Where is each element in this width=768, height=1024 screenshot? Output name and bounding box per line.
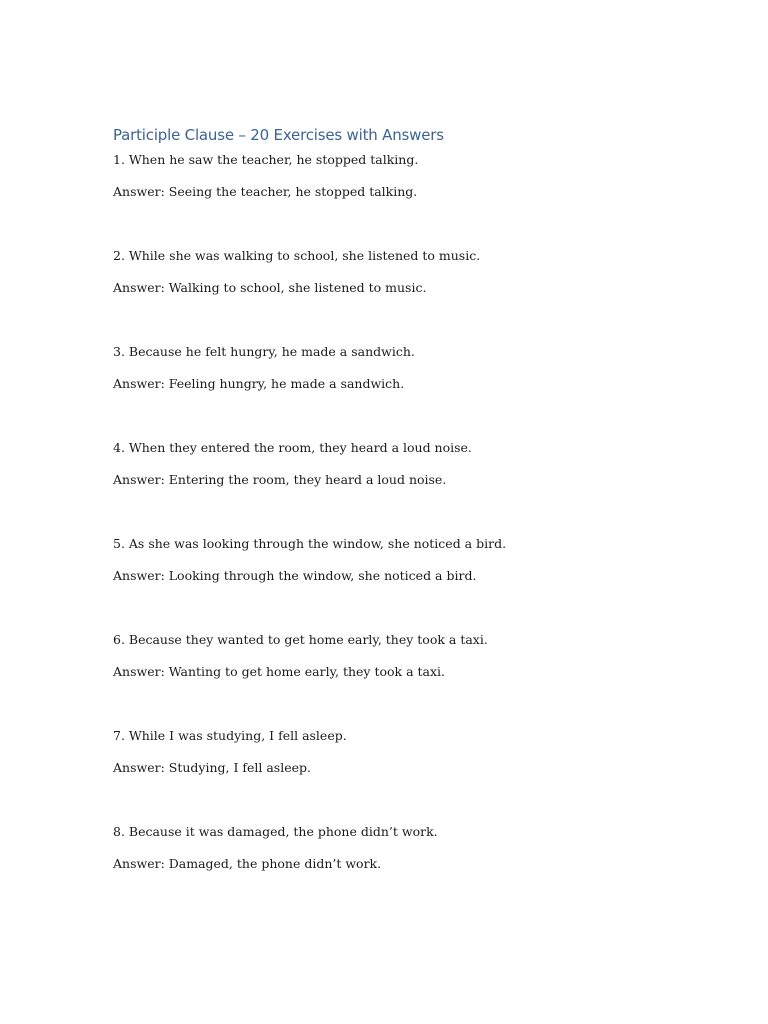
exercise-question: 8. Because it was damaged, the phone didn’t work. bbox=[113, 824, 438, 839]
exercise-answer: Answer: Looking through the window, she noticed a bird. bbox=[113, 568, 477, 583]
exercise-answer: Answer: Seeing the teacher, he stopped talking. bbox=[113, 184, 418, 199]
exercise-answer: Answer: Entering the room, they heard a loud noise. bbox=[113, 472, 447, 487]
page-title: Participle Clause – 20 Exercises with Answers bbox=[113, 126, 444, 144]
exercise-answer: Answer: Walking to school, she listened to music. bbox=[113, 280, 427, 295]
exercise-answer: Answer: Wanting to get home early, they took a taxi. bbox=[113, 664, 446, 679]
exercise-question: 3. Because he felt hungry, he made a sandwich. bbox=[113, 344, 415, 359]
document-body bbox=[113, 125, 673, 872]
exercise-answer: Answer: Damaged, the phone didn’t work. bbox=[113, 856, 382, 871]
exercise-question: 7. While I was studying, I fell asleep. bbox=[113, 728, 347, 743]
exercise-answer: Answer: Studying, I fell asleep. bbox=[113, 760, 311, 775]
exercise-3 bbox=[113, 344, 673, 392]
exercise-question: 5. As she was looking through the window, she noticed a bird. bbox=[113, 536, 507, 551]
exercise-question: 2. While she was walking to school, she listened to music. bbox=[113, 248, 481, 263]
exercise-7 bbox=[113, 728, 673, 776]
exercise-5 bbox=[113, 536, 673, 584]
exercise-1 bbox=[113, 152, 673, 200]
exercise-question: 4. When they entered the room, they heard a loud noise. bbox=[113, 440, 472, 455]
exercise-question: 1. When he saw the teacher, he stopped talking. bbox=[113, 152, 419, 167]
exercise-8 bbox=[113, 824, 673, 872]
exercise-answer: Answer: Feeling hungry, he made a sandwich. bbox=[113, 376, 405, 391]
exercise-question: 6. Because they wanted to get home early, they took a taxi. bbox=[113, 632, 488, 647]
exercise-2 bbox=[113, 248, 673, 296]
exercise-6 bbox=[113, 632, 673, 680]
exercise-4 bbox=[113, 440, 673, 488]
